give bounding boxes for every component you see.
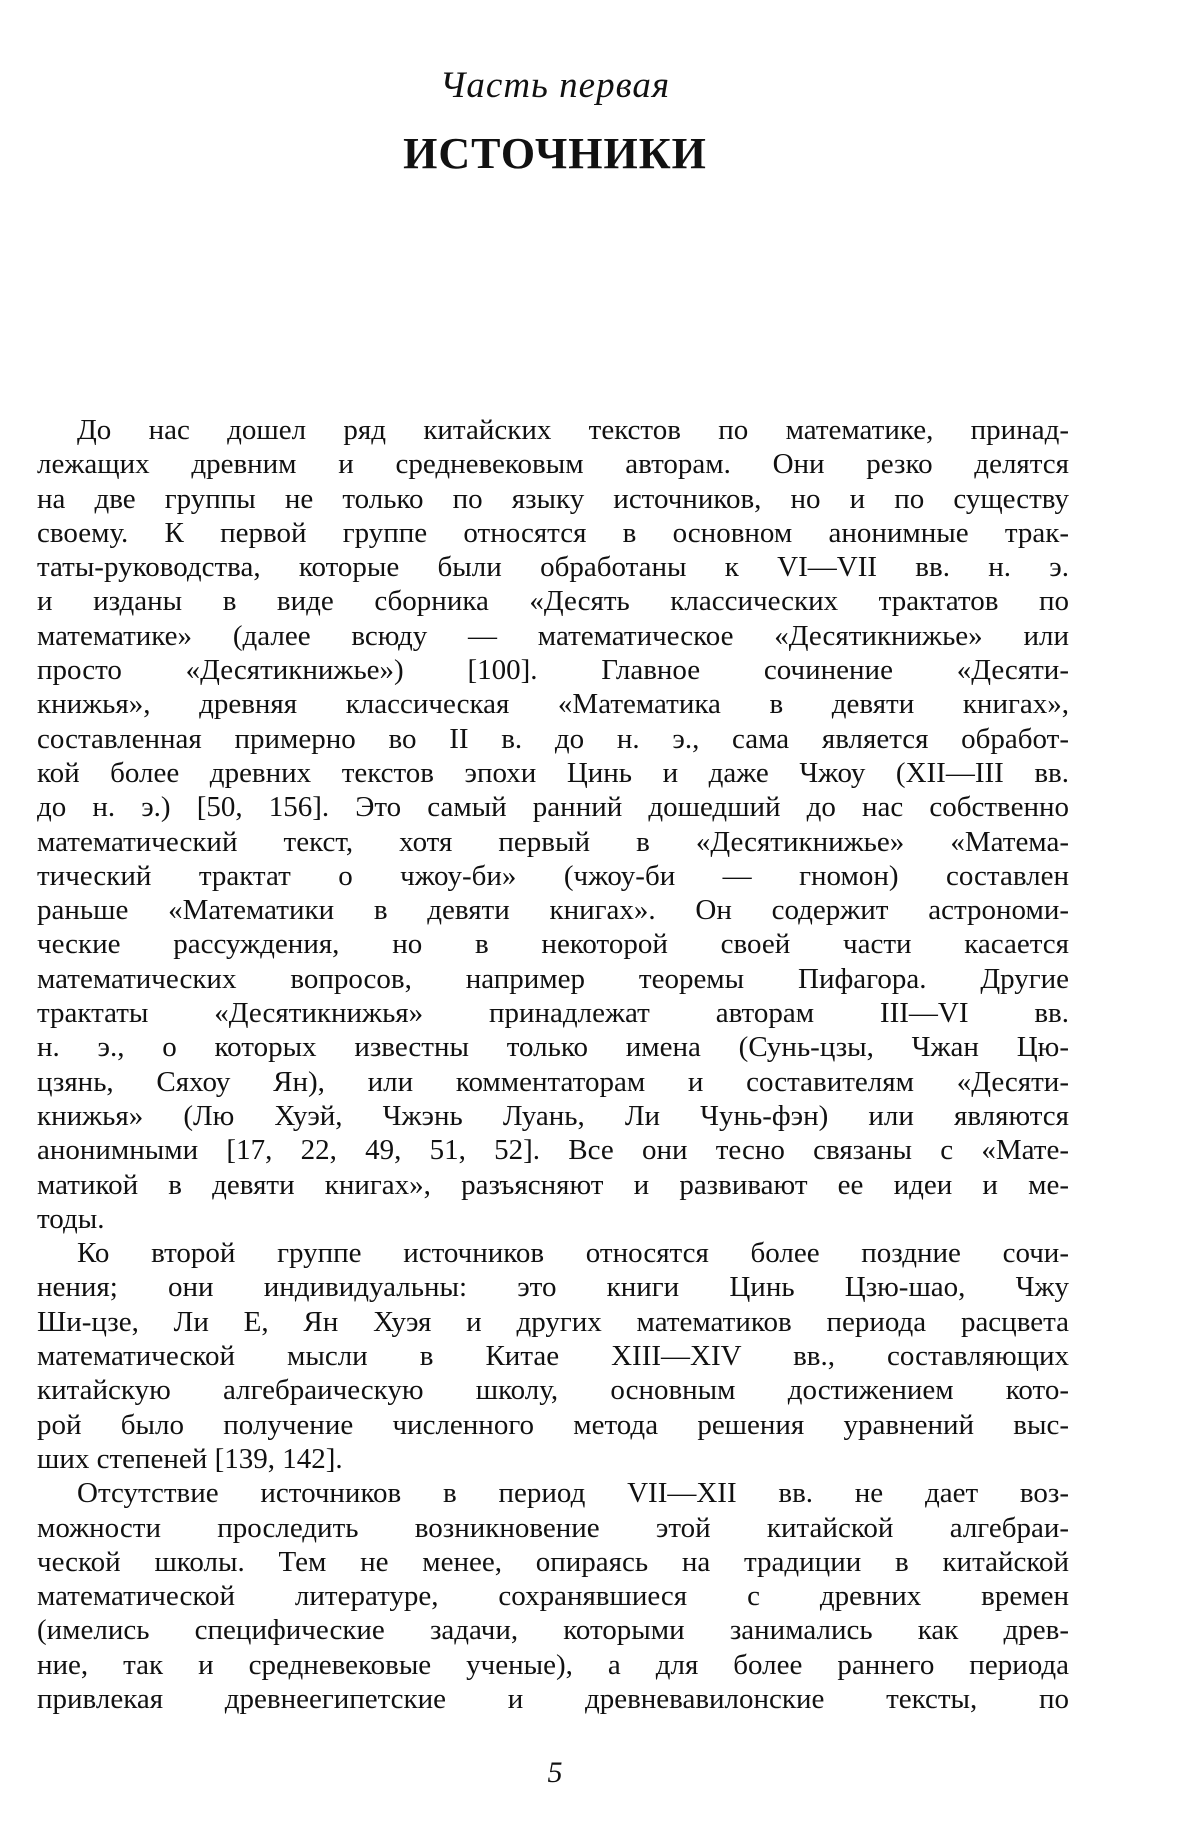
text-line: и изданы в виде сборника «Десять классических трактатов по (37, 585, 1069, 618)
paragraph-1 (37, 413, 1069, 1236)
text-line: математический текст, хотя первый в «Десятикнижье» «Матема- (37, 825, 1069, 858)
text-line: книжья» (Лю Хуэй, Чжэнь Луань, Ли Чунь-фэн) или являются (37, 1099, 1069, 1132)
text-line: составленная примерно во II в. до н. э., сама является обработ- (37, 722, 1069, 755)
paragraph-3 (37, 1476, 1069, 1716)
text-line: нения; они индивидуальны: это книги Цинь Цзю-шао, Чжу (37, 1271, 1069, 1304)
text-line: ших степеней [139, 142]. (37, 1442, 343, 1475)
text-line: до н. э.) [50, 156]. Это самый ранний дошедший до нас собственно (37, 791, 1069, 824)
text-line: кой более древних текстов эпохи Цинь и даже Чжоу (XII—III вв. (37, 756, 1069, 789)
text-line: тоды. (37, 1202, 105, 1235)
text-line: Ко второй группе источников относятся более поздние сочи- (77, 1237, 1069, 1270)
text-line: цзянь, Сяхоу Ян), или комментаторам и составителям «Десяти- (37, 1065, 1069, 1098)
text-line: ческой школы. Тем не менее, опираясь на традиции в китайской (37, 1545, 1069, 1578)
text-line: анонимными [17, 22, 49, 51, 52]. Все они тесно связаны с «Мате- (37, 1134, 1069, 1167)
text-line: книжья», древняя классическая «Математика в девяти книгах», (37, 688, 1069, 721)
text-line: ние, так и средневековые ученые), а для более раннего периода (37, 1648, 1069, 1681)
text-line: матикой в девяти книгах», разъясняют и развивают ее идеи и ме- (37, 1168, 1069, 1201)
chapter-title: ИСТОЧНИКИ (403, 129, 707, 178)
text-line: раньше «Математики в девяти книгах». Он содержит астрономи- (37, 894, 1069, 927)
text-line: таты-руководства, которые были обработаны к VI—VII вв. н. э. (37, 551, 1069, 584)
text-line: математической мысли в Китае XIII—XIV вв., составляющих (37, 1340, 1069, 1373)
text-line: Ши-цзе, Ли Е, Ян Хуэя и других математиков периода расцвета (37, 1305, 1069, 1338)
page-number: 5 (547, 1756, 563, 1789)
text-line: Отсутствие источников в период VII—XII вв. не дает воз- (77, 1477, 1069, 1510)
text-line: просто «Десятикнижье») [100]. Главное сочинение «Десяти- (37, 654, 1069, 687)
text-line: н. э., о которых известны только имена (Сунь-цзы, Чжан Цю- (37, 1031, 1069, 1064)
text-line: можности проследить возникновение этой китайской алгебраи- (37, 1511, 1069, 1544)
text-line: рой было получение численного метода решения уравнений выс- (37, 1408, 1069, 1441)
part-label: Часть первая (439, 65, 671, 106)
text-line: лежащих древним и средневековым авторам. Они резко делятся (37, 448, 1069, 481)
text-line: математике» (далее всюду — математическое «Десятикнижье» или (37, 619, 1069, 652)
text-line: (имелись специфические задачи, которыми занимались как древ- (37, 1614, 1069, 1647)
text-line: ческие рассуждения, но в некоторой своей части касается (37, 928, 1069, 961)
text-line: трактаты «Десятикнижья» принадлежат авторам III—VI вв. (37, 997, 1069, 1030)
paragraph-2 (37, 1236, 1069, 1476)
text-line: китайскую алгебраическую школу, основным достижением кото- (37, 1374, 1069, 1407)
text-line: До нас дошел ряд китайских текстов по математике, принад- (77, 414, 1069, 446)
text-line: математических вопросов, например теоремы Пифагора. Другие (37, 962, 1069, 995)
text-line: своему. К первой группе относятся в основном анонимные трак- (37, 516, 1069, 549)
text-line: привлекая древнеегипетские и древневавилонские тексты, по (37, 1682, 1069, 1715)
body-text (37, 413, 1069, 1716)
text-line: тический трактат о чжоу-би» (чжоу-би — гномон) составлен (37, 859, 1069, 892)
text-line: математической литературе, сохранявшиеся с древних времен (37, 1580, 1069, 1613)
text-line: на две группы не только по языку источников, но и по существу (37, 482, 1069, 515)
